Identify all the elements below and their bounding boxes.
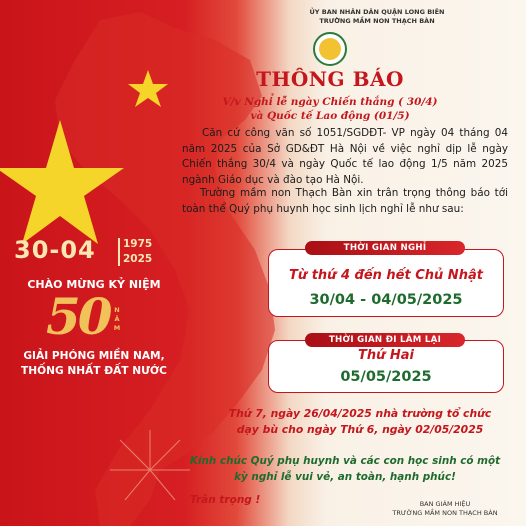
slogan-line-1: GIẢI PHÓNG MIỀN NAM,	[23, 350, 165, 362]
wish-line-2: kỳ nghỉ lễ vui vẻ, an toàn, hạnh phúc!	[234, 471, 456, 483]
date-divider	[118, 238, 120, 266]
nam-label	[112, 306, 122, 333]
notice-subtitle	[205, 95, 455, 123]
nam-letter: N	[114, 306, 120, 314]
org-line-1: ỦY BAN NHÂN DÂN QUẬN LONG BIÊN	[309, 8, 445, 16]
return-to-school-box	[268, 340, 504, 393]
makeup-class-note	[210, 406, 510, 438]
holiday-period-box	[268, 249, 504, 317]
year-end: 2025	[123, 253, 153, 265]
celebrate-heading: CHÀO MỪNG KỶ NIỆM	[27, 278, 161, 291]
subtitle-line-2: và Quốc tế Lao động (01/5)	[250, 110, 410, 122]
notice-title: THÔNG BÁO	[256, 67, 404, 91]
slogan-line-2: THỐNG NHẤT ĐẤT NƯỚC	[21, 365, 167, 377]
sign-line-2: TRƯỜNG MẦM NON THẠCH BÀN	[392, 509, 498, 517]
org-line-2: TRƯỜNG MẦM NON THẠCH BÀN	[319, 17, 435, 25]
holiday-dates: 30/04 - 04/05/2025	[309, 292, 463, 308]
paragraph-announcement: Trường mầm non Thạch Bàn xin trân trọng thông báo tới toàn thể Quý phụ huynh học sinh lịch nghỉ lễ như sau:	[182, 187, 508, 215]
anniversary-years	[123, 237, 152, 267]
logo-emblem	[319, 38, 341, 60]
holiday-range-text: Từ thứ 4 đến hết Chủ Nhật	[289, 268, 483, 283]
paragraph-legal-basis: Căn cứ công văn số 1051/SGDĐT- VP ngày 04 tháng 04 năm 2025 của Sở GD&ĐT Hà Nội về việc nghỉ dịp lễ ngày Chiến thắng 30/4 và ngày Quốc tế lao động 1/5 năm 2025 ngành Giáo dục và đào tạo Hà Nội.	[182, 127, 508, 186]
nam-letter: Ă	[114, 315, 120, 323]
wish-line-1: Kính chúc Quý phụ huynh và các con học sinh có một	[189, 455, 501, 467]
signature-block	[370, 500, 520, 518]
return-date: 05/05/2025	[340, 369, 432, 385]
sign-line-1: BAN GIÁM HIỆU	[419, 500, 471, 508]
school-logo-icon	[313, 32, 347, 66]
holiday-label-badge: THỜI GIAN NGHỈ	[305, 241, 465, 255]
holiday-wish	[184, 453, 506, 485]
liberation-slogan	[4, 349, 184, 379]
nam-letter: M	[113, 324, 121, 332]
makeup-line-1: Thứ 7, ngày 26/04/2025 nhà trường tổ chức	[228, 407, 492, 420]
return-day: Thứ Hai	[357, 348, 414, 363]
return-label-badge: THỜI GIAN ĐI LÀM LẠI	[305, 333, 465, 347]
organization-header	[262, 8, 492, 26]
anniversary-number: 50	[46, 287, 110, 346]
makeup-line-2: dạy bù cho ngày Thứ 6, ngày 02/05/2025	[236, 423, 484, 436]
anniversary-date: 30-04	[14, 236, 96, 264]
subtitle-line-1: V/v Nghỉ lễ ngày Chiến thắng ( 30/4)	[222, 96, 438, 108]
closing-regards: Trân trọng !	[190, 494, 261, 506]
year-start: 1975	[123, 238, 153, 250]
